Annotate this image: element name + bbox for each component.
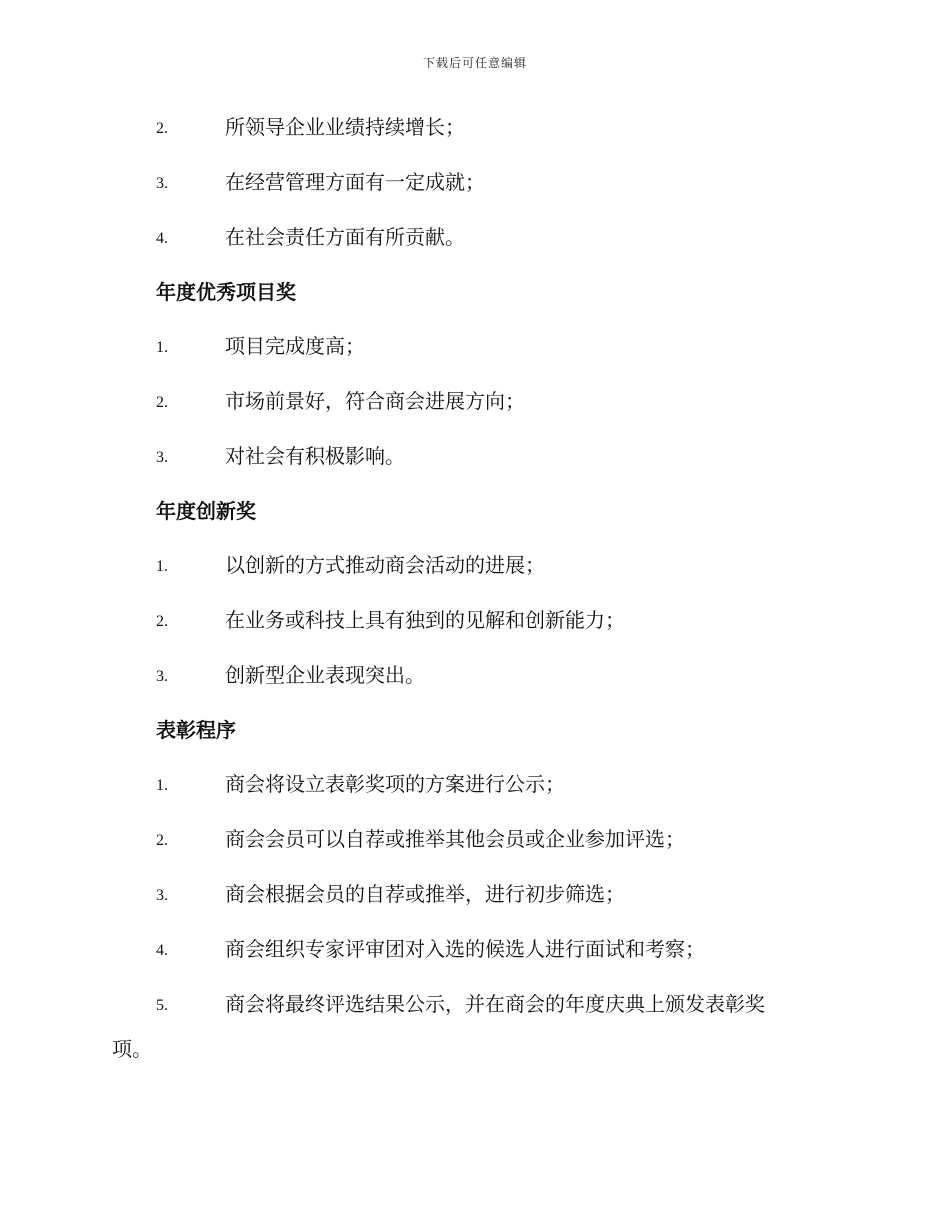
list-item-number: 1. <box>156 339 168 356</box>
list-item-text: 商会组织专家评审团对入选的候选人进行面试和考察； <box>225 937 705 961</box>
list-item-number: 2. <box>156 394 168 411</box>
list-item-number: 1. <box>156 777 168 794</box>
list-item-text: 商会将最终评选结果公示，并在商会的年度庆典上颁发表彰奖 <box>225 992 765 1016</box>
list-item-text: 所领导企业业绩持续增长； <box>225 115 465 139</box>
list-item-text: 项目完成度高； <box>225 334 365 358</box>
list-item-number: 4. <box>156 942 168 959</box>
list-item-text-continuation: 项。 <box>112 1037 152 1061</box>
list-item-text: 创新型企业表现突出。 <box>225 663 425 687</box>
section-heading-innovation-award: 年度创新奖 <box>156 499 256 523</box>
list-item-number: 1. <box>156 558 168 575</box>
list-item-number: 2. <box>156 613 168 630</box>
list-item-text: 商会将设立表彰奖项的方案进行公示； <box>225 772 565 796</box>
section-heading-procedure: 表彰程序 <box>156 718 236 742</box>
list-item-text: 商会会员可以自荐或推举其他会员或企业参加评选； <box>225 827 685 851</box>
list-item-text: 以创新的方式推动商会活动的进展； <box>225 553 545 577</box>
header-note: 下载后可任意编辑 <box>422 56 527 70</box>
list-item-text: 对社会有积极影响。 <box>225 444 405 468</box>
list-item-number: 5. <box>156 997 168 1014</box>
list-item-number: 2. <box>156 120 168 137</box>
list-item-text: 商会根据会员的自荐或推举，进行初步筛选； <box>225 882 625 906</box>
list-item-number: 3. <box>156 175 168 192</box>
section-heading-project-award: 年度优秀项目奖 <box>156 280 296 304</box>
list-item-number: 3. <box>156 449 168 466</box>
list-item-number: 3. <box>156 887 168 904</box>
list-item-text: 在经营管理方面有一定成就； <box>225 170 485 194</box>
list-item-text: 市场前景好，符合商会进展方向； <box>225 389 525 413</box>
list-item-text: 在业务或科技上具有独到的见解和创新能力； <box>225 608 625 632</box>
list-item-number: 2. <box>156 832 168 849</box>
list-item-number: 3. <box>156 668 168 685</box>
list-item-number: 4. <box>156 230 168 247</box>
list-item-text: 在社会责任方面有所贡献。 <box>225 225 465 249</box>
